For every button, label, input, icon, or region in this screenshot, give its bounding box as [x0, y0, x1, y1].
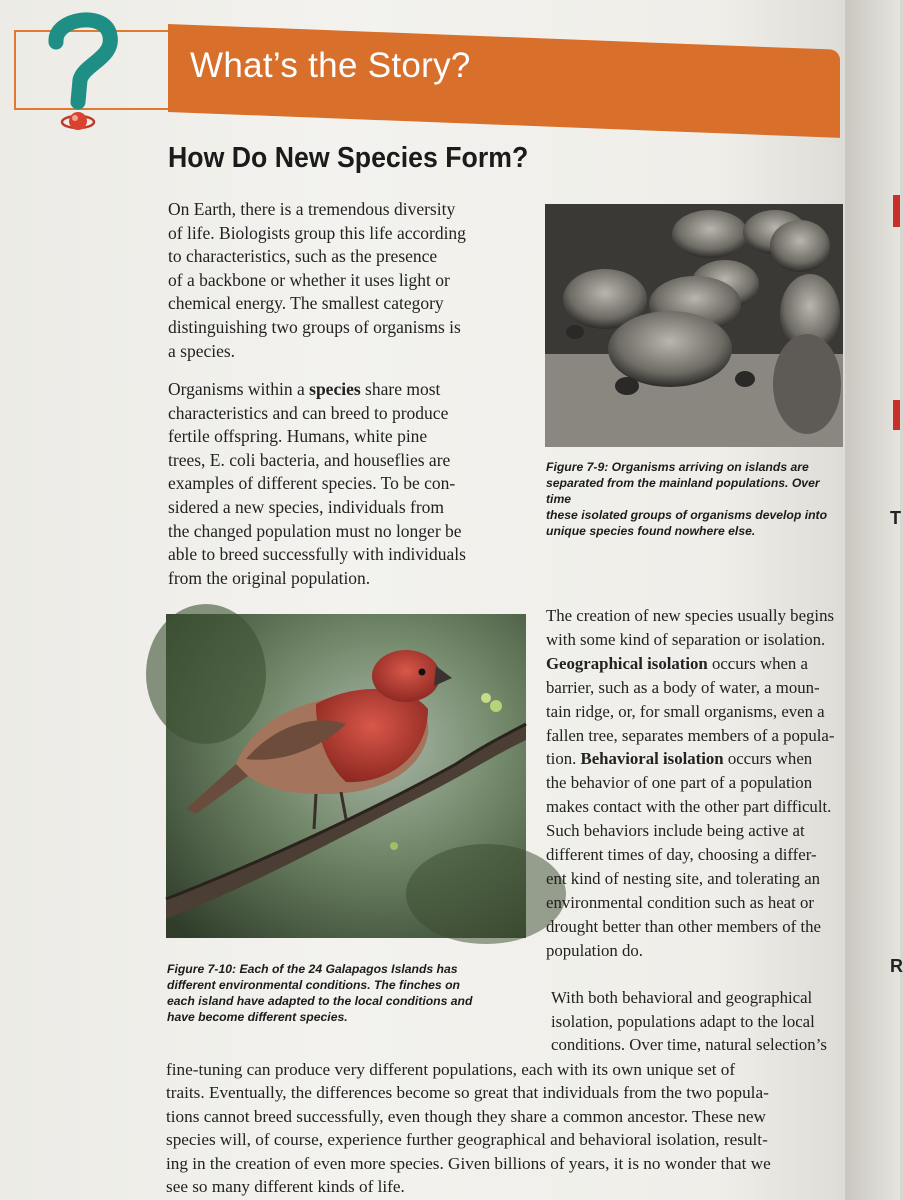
text-line: makes contact with the other part difficult.: [546, 797, 832, 817]
text-line: the changed population must no longer be: [168, 520, 462, 541]
adjacent-page-letter: T: [890, 508, 901, 528]
text-line: fallen tree, separates members of a popula-: [546, 725, 835, 745]
caption-line: each island have adapted to the local conditions and: [167, 994, 473, 1008]
text-line: population do.: [546, 940, 643, 960]
text-line: Organisms within a species share most: [168, 379, 441, 399]
caption-line: have become different species.: [167, 1010, 348, 1024]
text-line: ent kind of nesting site, and tolerating an: [546, 868, 821, 888]
text-line: environmental condition such as heat or: [546, 892, 814, 912]
house-finch-photo: [166, 614, 526, 938]
adjacent-page-tab: [893, 195, 900, 227]
caption-line: different environmental conditions. The finches on: [167, 978, 460, 992]
caption-line: unique species found nowhere else.: [546, 524, 756, 538]
text-line: With both behavioral and geographical: [551, 988, 813, 1007]
caption-line: these isolated groups of organisms develop into: [546, 508, 828, 522]
text-line: barrier, such as a body of water, a moun-: [546, 677, 820, 697]
text-line: able to breed successfully with individuals: [168, 544, 466, 565]
conclusion-paragraph-right: [551, 986, 827, 1057]
text-line: tions cannot breed successfully, even though they share a common ancestor. These new: [166, 1106, 766, 1126]
caption-line: Figure 7-9: Organisms arriving on islands are: [546, 460, 809, 474]
text-line: trees, E. coli bacteria, and houseflies are: [168, 449, 451, 470]
adjacent-page-edge: [845, 0, 900, 1200]
text-line: see so many different kinds of life.: [166, 1177, 405, 1197]
galapagos-tortoises-photo: [545, 204, 843, 447]
text-line: to characteristics, such as the presence: [168, 246, 438, 267]
adjacent-page-letter: R: [890, 956, 903, 976]
conclusion-paragraph-full: [166, 1058, 844, 1198]
page-heading: How Do New Species Form?: [168, 142, 529, 174]
text-line: fine-tuning can produce very different populations, each with its own unique set of: [166, 1060, 736, 1079]
caption-line: Figure 7-10: Each of the 24 Galapagos Islands has: [167, 962, 458, 976]
question-mark-icon: [44, 6, 124, 136]
text-line: conditions. Over time, natural selection’s: [551, 1035, 827, 1054]
caption-line: separated from the mainland populations. Over time: [546, 476, 820, 506]
text-line: ing in the creation of even more species. Given billions of years, it is no wonder that we: [166, 1153, 771, 1173]
term-behavioral-isolation: Behavioral isolation: [580, 749, 724, 769]
text-line: fertile offspring. Humans, white pine: [168, 426, 428, 447]
text-line: characteristics and can breed to produce: [168, 402, 449, 423]
intro-paragraph: [168, 198, 466, 363]
text-line: the behavior of one part of a population: [546, 773, 813, 793]
text-line: isolation, populations adapt to the local: [551, 1011, 815, 1031]
term-species: species: [309, 379, 361, 399]
text-line: different times of day, choosing a differ-: [546, 845, 817, 865]
species-paragraph: [168, 378, 466, 590]
banner-title: What’s the Story?: [190, 46, 471, 85]
text-line: species will, of course, experience further geographical and behavioral isolation, result-: [166, 1130, 768, 1150]
text-line: with some kind of separation or isolation.: [546, 629, 826, 649]
isolation-paragraph: [546, 604, 846, 963]
text-line: On Earth, there is a tremendous diversity: [168, 199, 456, 219]
figure-7-10-caption: [167, 961, 472, 1025]
text-line: tion. Behavioral isolation occurs when: [546, 749, 813, 769]
text-line: Geographical isolation occurs when a: [546, 653, 808, 673]
text-line: a species.: [168, 340, 236, 361]
text-line: from the original population.: [168, 567, 371, 588]
text-line: drought better than other members of the: [546, 916, 821, 936]
term-geographical-isolation: Geographical isolation: [546, 653, 708, 673]
text-line: of a backbone or whether it uses light or: [168, 269, 450, 290]
text-line: examples of different species. To be con-: [168, 473, 456, 494]
text-line: chemical energy. The smallest category: [168, 293, 444, 314]
text-line: Such behaviors include being active at: [546, 821, 805, 841]
text-line: distinguishing two groups of organisms is: [168, 316, 461, 337]
text-line: sidered a new species, individuals from: [168, 496, 445, 517]
text-line: tain ridge, or, for small organisms, even a: [546, 701, 825, 721]
adjacent-page-tab: [893, 400, 900, 430]
text-line: traits. Eventually, the differences become so great that individuals from the two popula-: [166, 1083, 769, 1103]
figure-7-9-caption: [546, 459, 845, 539]
text-line: of life. Biologists group this life according: [168, 222, 466, 243]
text-line: The creation of new species usually begins: [546, 606, 834, 625]
